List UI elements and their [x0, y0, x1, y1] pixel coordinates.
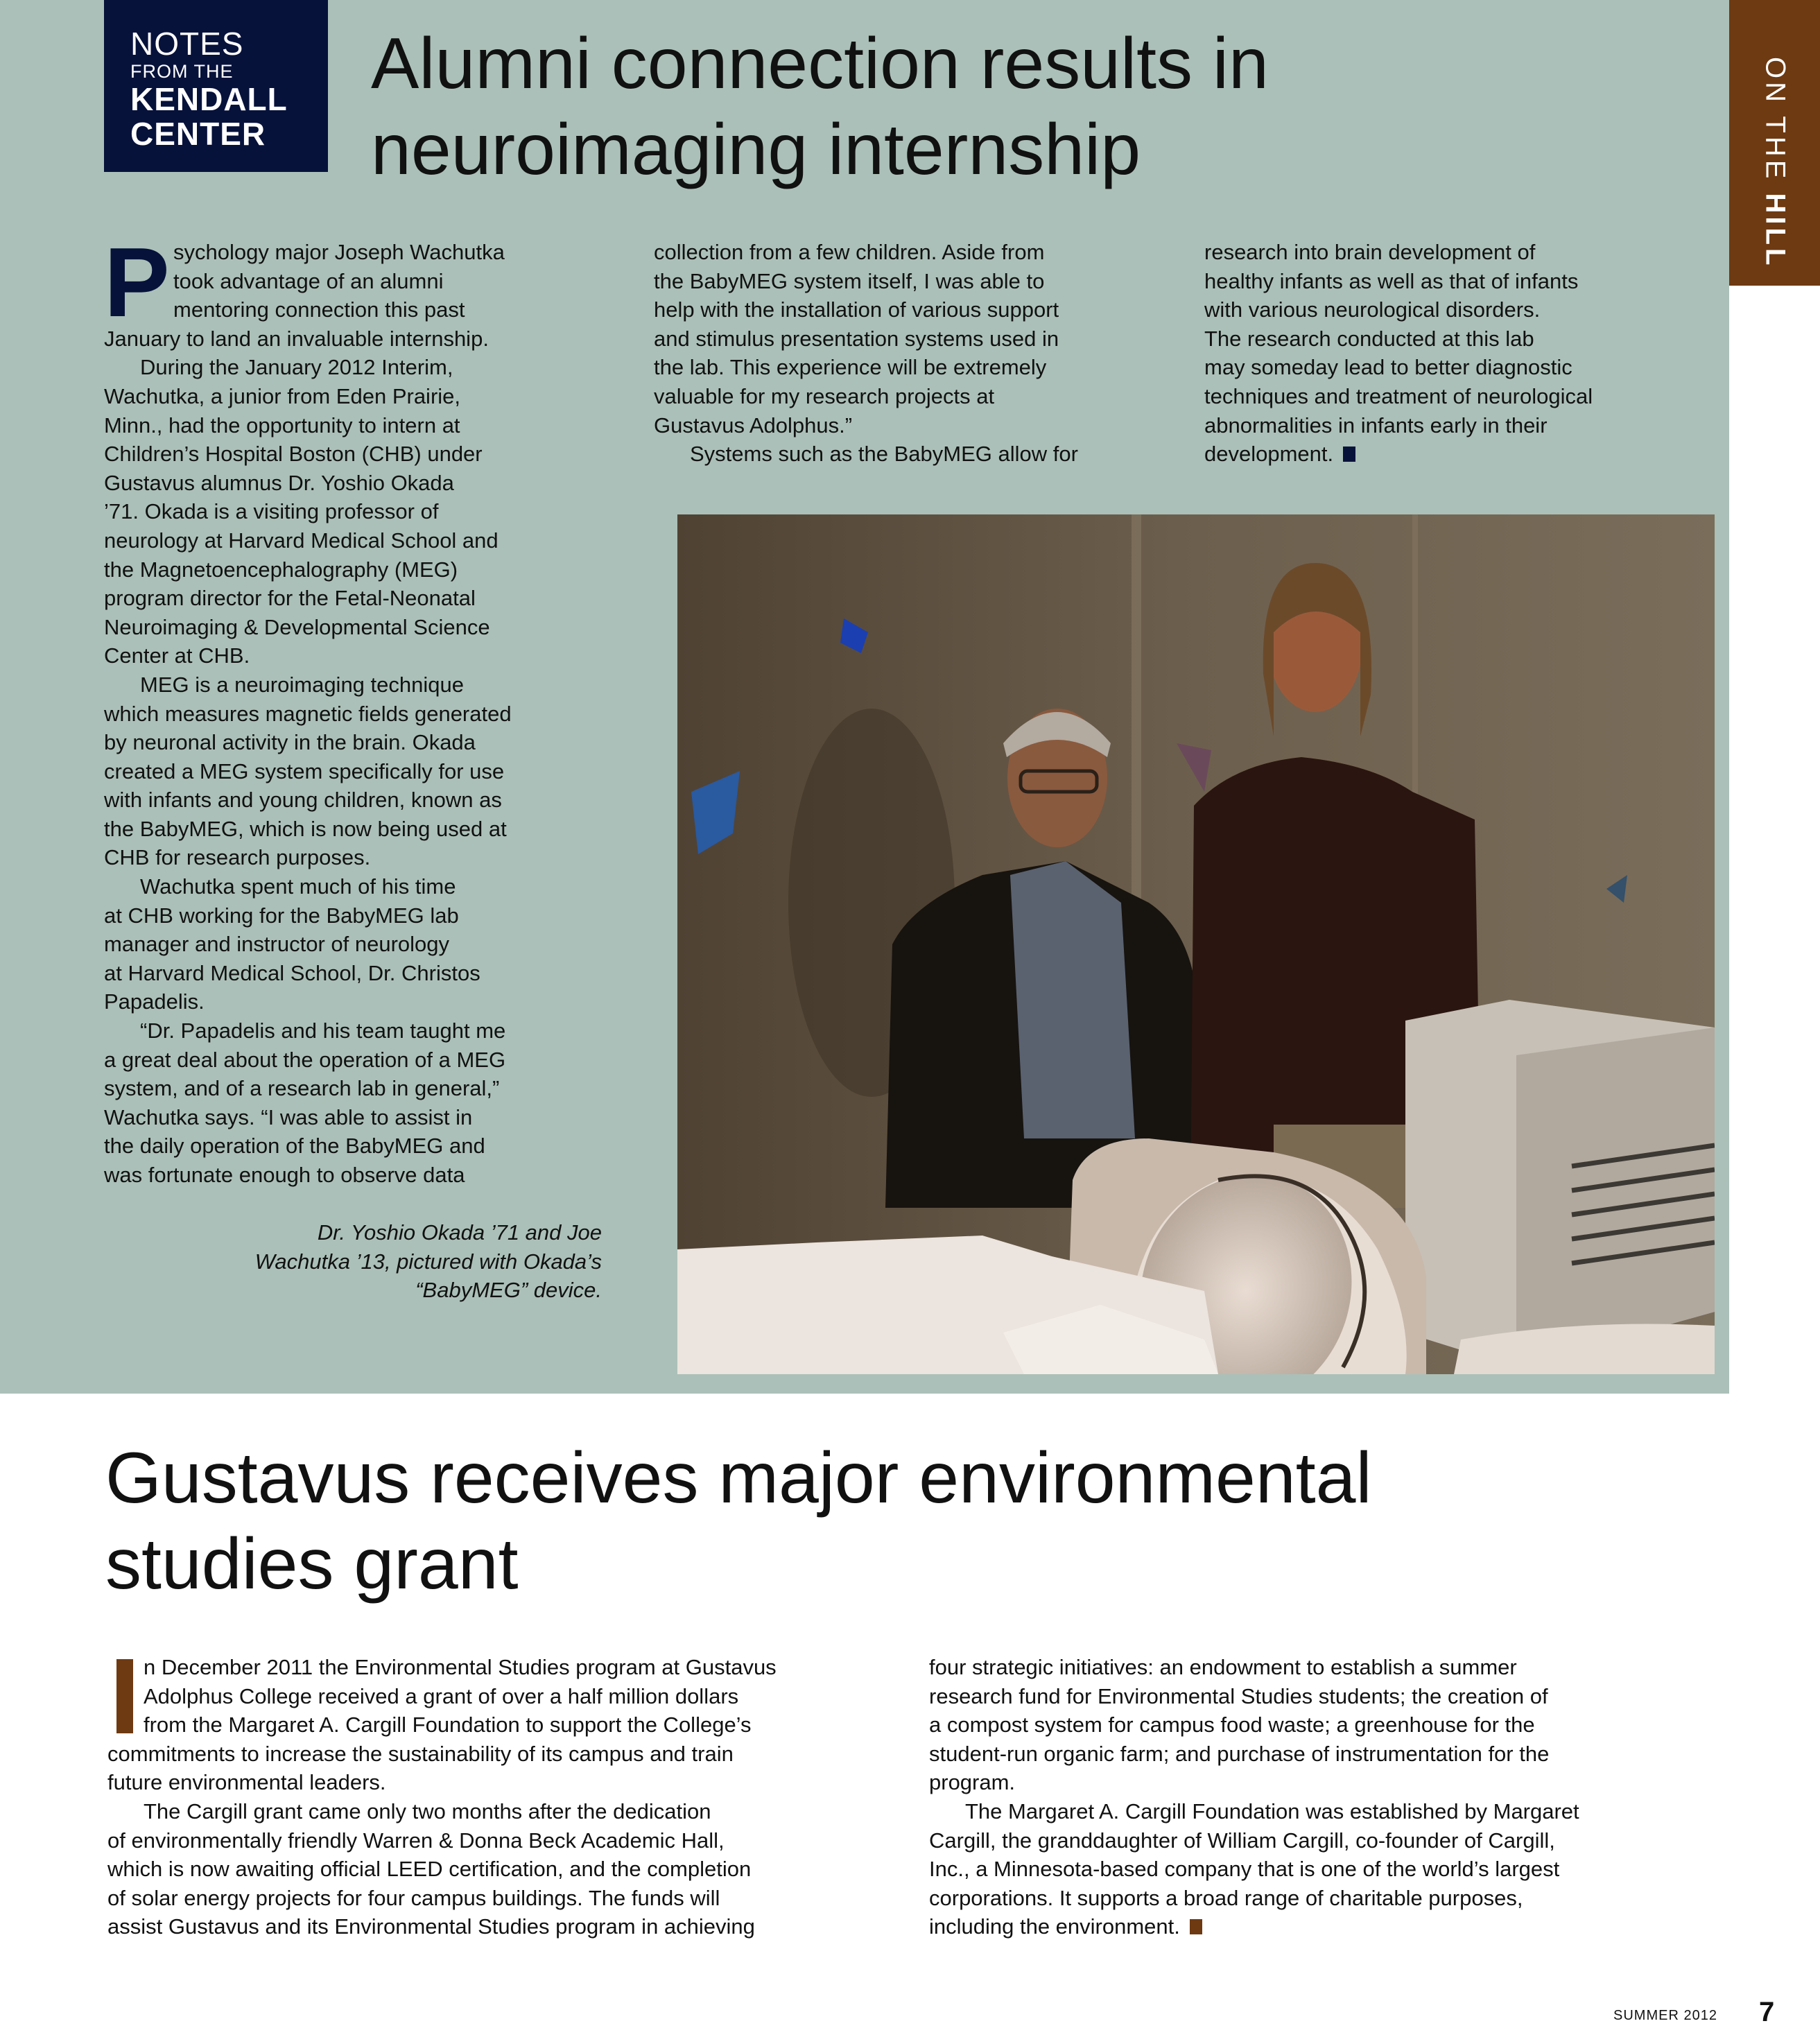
article1-column-3: research into brain development of healthy infants as well as that of infants with various neurological disorders. The research conducted at this lab may someday lead to better diagnostic techniques and treatment of neurological abnormalities in infants early in their development. [1204, 240, 1593, 467]
babymeg-photo [677, 514, 1715, 1374]
badge-from-the: FROM THE [130, 61, 234, 82]
end-of-article-mark [1343, 447, 1355, 462]
kendall-center-badge [104, 0, 328, 172]
page-number: 7 [1759, 1997, 1775, 2027]
end-of-article-mark [1190, 1919, 1202, 1934]
badge-kendall-center: KENDALL CENTER [130, 81, 288, 152]
photo-caption: Dr. Yoshio Okada ’71 and Joe Wachutka ’13, pictured with Okada’s “BabyMEG” device. [254, 1220, 602, 1303]
section-tab-label: ON THE HILL [1760, 57, 1791, 269]
article2-column-1: n December 2011 the Environmental Studies program at Gustavus Adolphus College received a grant of over a half million dollars from the Margaret A. Cargill Foundation to support the College’s commitments to increase the sustainability of its campus and train future environmental leaders. The Cargill grant came only two months after the dedication of environmentally friendly Warren & Donna Beck Academic Hall, which is now awaiting official LEED certification, and the completion of solar energy projects for four campus buildings. The funds will assist Gustavus and its Environmental Studies program in achieving [107, 1655, 777, 1939]
article1-column-1: sychology major Joseph Wachutka took advantage of an alumni mentoring connection this past January to land an invaluable internship. During the January 2012 Interim, Wachutka, a junior from Eden Prairie, Minn., had the opportunity to intern at Children’s Hospital Boston (CHB) under Gustavus alumnus Dr. Yoshio Okada ’71. Okada is a visiting professor of neurology at Harvard Medical School and the Magnetoencephalography (MEG) program director for the Fetal-Neonatal Neuroimaging & Developmental Science Center at CHB. MEG is a neuroimaging technique which measures magnetic fields generated by neuronal activity in the brain. Okada created a MEG system specifically for use with infants and young children, known as the BabyMEG, which is now being used at CHB for research purposes. Wachutka spent much of his time at CHB working for the BabyMEG lab manager and instructor of neurology at Harvard Medical School, Dr. Christos Papadelis. “Dr. Papadelis and his team taught me a great deal about the operation of a MEG system, and of a research lab in general,” Wachutka says. “I was able to assist in the daily operation of the BabyMEG and was fortunate enough to observe data [104, 240, 512, 1187]
issue-season: SUMMER 2012 [1613, 2008, 1717, 2023]
article1-headline: Alumni connection results in neuroimaging internship [371, 24, 1269, 190]
article1-column-2: collection from a few children. Aside from the BabyMEG system itself, I was able to help with the installation of various support and stimulus presentation systems used in the lab. This experience will be extremely valuable for my research projects at Gustavus Adolphus.” Systems such as the BabyMEG allow for [654, 240, 1078, 467]
badge-notes: NOTES [130, 26, 244, 62]
article1-drop-cap: P [104, 227, 170, 338]
article2-headline: Gustavus receives major environmental studies grant [105, 1438, 1372, 1604]
article2-column-2: four strategic initiatives: an endowment to establish a summer research fund for Environmental Studies students; the creation of a compost system for campus food waste; a greenhouse for the student-run organic farm; and purchase of instrumentation for the program. The Margaret A. Cargill Foundation was established by Margaret Cargill, the granddaughter of William Cargill, co-founder of Cargill, Inc., a Minnesota-based company that is one of the world’s largest corporations. It supports a broad range of charitable purposes, including the environment. [929, 1655, 1579, 1939]
